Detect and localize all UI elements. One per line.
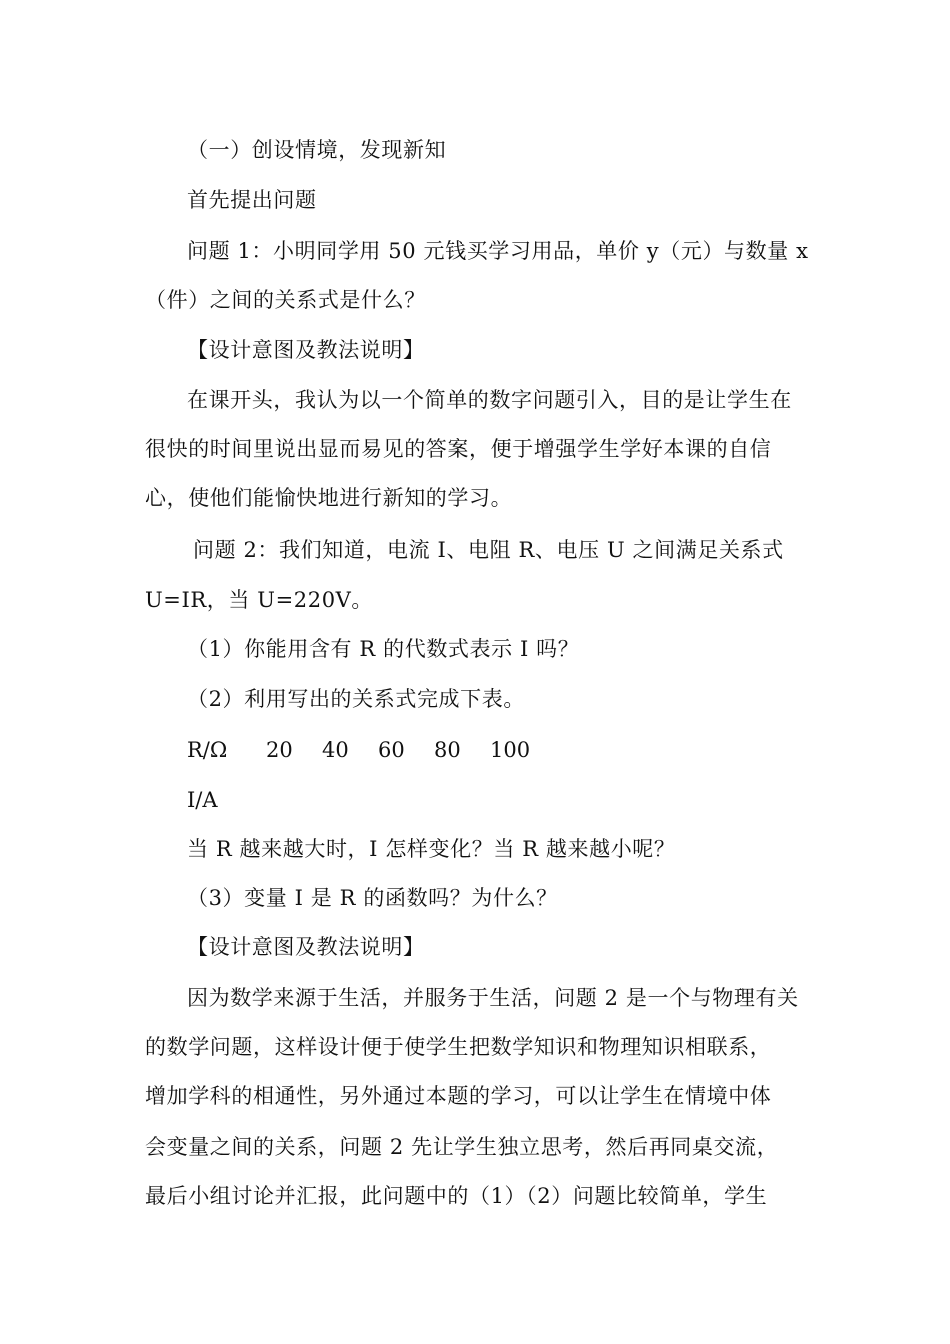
design-note-1-line-3: 心，使他们能愉快地进行新知的学习。 bbox=[145, 486, 513, 510]
design-note-2-line-4: 会变量之间的关系，问题 2 先让学生独立思考，然后再同桌交流， bbox=[145, 1135, 779, 1159]
table-cell: 80 bbox=[434, 738, 461, 762]
design-note-2-heading: 【设计意图及教法说明】 bbox=[187, 935, 425, 959]
design-note-1-line-2: 很快的时间里说出显而易见的答案，便于增强学生学好本课的自信 bbox=[145, 437, 772, 461]
question-2-line-2: U=IR，当 U=220V。 bbox=[145, 588, 374, 612]
table-row-1-label: R/Ω bbox=[187, 738, 228, 762]
question-2-sub-1: （1）你能用含有 R 的代数式表示 I 吗？ bbox=[187, 637, 580, 661]
design-note-2-line-2: 的数学问题，这样设计便于使学生把数学知识和物理知识相联系， bbox=[145, 1035, 772, 1059]
table-cell: 60 bbox=[378, 738, 405, 762]
table-cell: 40 bbox=[322, 738, 349, 762]
design-note-2-line-1: 因为数学来源于生活，并服务于生活，问题 2 是一个与物理有关 bbox=[187, 986, 799, 1010]
intro-text: 首先提出问题 bbox=[187, 188, 317, 212]
design-note-1-line-1: 在课开头，我认为以一个简单的数字问题引入，目的是让学生在 bbox=[187, 388, 792, 412]
section-heading: （一）创设情境，发现新知 bbox=[187, 138, 447, 162]
design-note-1-heading: 【设计意图及教法说明】 bbox=[187, 338, 425, 362]
design-note-2-line-3: 增加学科的相通性，另外通过本题的学习，可以让学生在情境中体 bbox=[145, 1084, 772, 1108]
question-2-follow-up: 当 R 越来越大时，I 怎样变化？当 R 越来越小呢？ bbox=[187, 837, 676, 861]
question-2-line-1: 问题 2：我们知道，电流 I、电阻 R、电压 U 之间满足关系式 bbox=[193, 538, 784, 562]
table-cell: 20 bbox=[266, 738, 293, 762]
table-row-2-label: I/A bbox=[187, 788, 218, 812]
table-cell: 100 bbox=[490, 738, 531, 762]
question-1-line-1: 问题 1：小明同学用 50 元钱买学习用品，单价 y（元）与数量 x bbox=[187, 239, 809, 263]
design-note-2-line-5: 最后小组讨论并汇报，此问题中的（1）（2）问题比较简单，学生 bbox=[145, 1184, 768, 1208]
question-1-line-2: （件）之间的关系式是什么？ bbox=[145, 288, 426, 312]
question-2-sub-2: （2）利用写出的关系式完成下表。 bbox=[187, 687, 525, 711]
question-2-sub-3: （3）变量 I 是 R 的函数吗？为什么？ bbox=[187, 886, 558, 910]
